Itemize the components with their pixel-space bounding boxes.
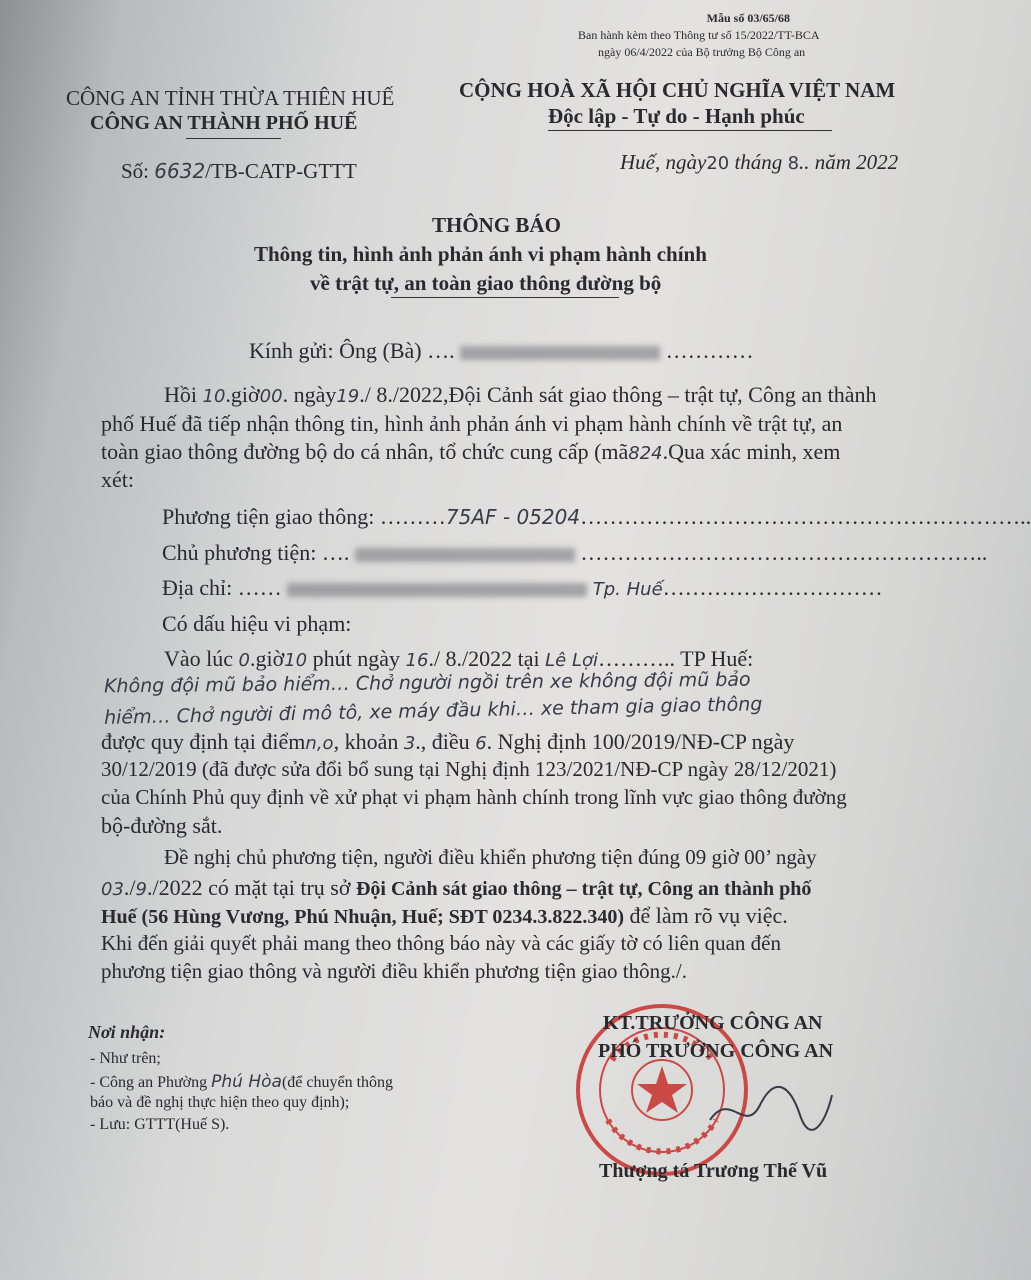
request-line-4: Khi đến giải quyết phải mang theo thông báo này và các giấy tờ có liên quan đến bbox=[101, 931, 781, 955]
violation-text: . Nghị định 100/2019/NĐ-CP ngày bbox=[486, 729, 795, 754]
intro-text: Hồi bbox=[164, 382, 197, 407]
violation-hour: 0 bbox=[238, 650, 250, 671]
date-prefix: Huế, ngày bbox=[620, 150, 707, 174]
violation-line-4: 30/12/2019 (đã được sửa đổi bổ sung tại Nghị định 123/2021/NĐ-CP ngày 28/12/2021) bbox=[101, 757, 837, 781]
recipient-name-redacted bbox=[460, 346, 660, 360]
owner-line bbox=[162, 540, 987, 566]
recipients-item-2b: báo và đề nghị thực hiện theo quy định); bbox=[90, 1094, 350, 1111]
intro-text: ./ 8./2022,Đội Cảnh sát giao thông – trật tự, Công an thành bbox=[359, 382, 877, 407]
recipient-dots: ………… bbox=[665, 338, 754, 363]
recipients-item-2 bbox=[90, 1072, 393, 1092]
violation-place: Lê Lợi bbox=[545, 650, 599, 671]
form-code bbox=[578, 10, 878, 61]
signature-title-1: KT.TRƯỞNG CÔNG AN bbox=[603, 1012, 823, 1034]
request-text: ./2022 có mặt tại trụ sở bbox=[146, 875, 351, 900]
request-day: 03 bbox=[101, 879, 124, 900]
form-code-circular: Ban hành kèm theo Thông tư số 15/2022/TT-BCA bbox=[578, 28, 820, 42]
violation-clause: 3 bbox=[403, 733, 416, 754]
violation-article: 6 bbox=[475, 733, 487, 754]
owner-label: Chủ phương tiện: …. bbox=[162, 540, 350, 565]
intro-text: .Qua xác minh, xem bbox=[662, 439, 841, 464]
title-sub1: Thông tin, hình ảnh phản ánh vi phạm hành chính bbox=[254, 242, 707, 266]
address-line bbox=[162, 575, 883, 601]
header-right-underline bbox=[548, 130, 832, 131]
violation-text: Vào lúc bbox=[164, 646, 234, 671]
violation-line-5: của Chính Phủ quy định về xử phạt vi phạm hành chính trong lĩnh vực giao thông đường bbox=[101, 785, 847, 809]
request-month: 9 bbox=[135, 879, 147, 900]
date-suffix: .. năm 2022 bbox=[799, 150, 899, 174]
violation-handwritten-1: Không đội mũ bảo hiểm… Chở người ngồi trên xe không đội mũ bảo bbox=[103, 668, 751, 698]
request-line-5: phương tiện giao thông và người điều khiển phương tiện giao thông./. bbox=[101, 959, 687, 983]
intro-text: toàn giao thông đường bộ do cá nhân, tổ chức cung cấp (mã bbox=[101, 439, 629, 464]
violation-minute: 10 bbox=[284, 650, 308, 671]
intro-line-2: phố Huế đã tiếp nhận thông tin, hình ảnh phản ánh vi phạm hành chính về trật tự, an bbox=[101, 411, 843, 436]
address-redacted bbox=[287, 583, 587, 597]
form-code-number: Mẫu số 03/65/68 bbox=[706, 11, 790, 25]
number-label: Số: bbox=[121, 159, 150, 183]
intro-text: . ngày bbox=[282, 382, 337, 407]
violation-text: ./ 8./2022 tại bbox=[428, 646, 540, 671]
owner-dots: ……………………………………………….. bbox=[580, 540, 988, 565]
recipient-line bbox=[249, 338, 754, 364]
address-handwritten: Tp. Huế bbox=[592, 579, 663, 600]
request-text: để làm rõ vụ việc. bbox=[629, 903, 788, 928]
violation-point: n,o bbox=[305, 733, 334, 754]
title-underline bbox=[391, 297, 619, 298]
vehicle-line bbox=[162, 504, 1031, 530]
violation-text: ……….. TP Huế: bbox=[598, 646, 754, 671]
document-date bbox=[620, 150, 898, 175]
intro-code: 824 bbox=[628, 443, 663, 464]
date-month: 8 bbox=[787, 153, 800, 174]
violation-day: 16 bbox=[405, 650, 429, 671]
violation-text: phút ngày bbox=[312, 646, 401, 671]
violation-handwritten-2: hiểm… Chở người đi mô tô, xe máy đầu khi… xe tham gia giao thông bbox=[103, 693, 763, 729]
vehicle-dots: …………………………………………………….. bbox=[580, 504, 1031, 529]
request-line-1: Đề nghị chủ phương tiện, người điều khiển phương tiện đúng 09 giờ 00’ ngày bbox=[164, 845, 817, 869]
violation-text: được quy định tại điểm bbox=[101, 729, 306, 754]
header-right-motto: Độc lập - Tự do - Hạnh phúc bbox=[548, 104, 805, 128]
form-code-date: ngày 06/4/2022 của Bộ trưởng Bộ Công an bbox=[598, 45, 806, 59]
request-line-2: 03./9./2022 có mặt tại trụ sở Đội Cảnh sát giao thông – trật tự, Công an thành phố bbox=[101, 875, 812, 900]
request-line-3 bbox=[101, 903, 788, 929]
address-label: Địa chỉ: …… bbox=[162, 575, 282, 600]
date-day: 20 bbox=[706, 153, 730, 174]
number-suffix: /TB-CATP-GTTT bbox=[205, 159, 357, 183]
handwritten-signature bbox=[700, 1080, 840, 1140]
recipients-text: - Công an Phường bbox=[90, 1074, 208, 1091]
violation-sign: Có dấu hiệu vi phạm: bbox=[162, 611, 352, 636]
violation-text: ., điều bbox=[415, 729, 470, 754]
title-main: THÔNG BÁO bbox=[432, 213, 561, 237]
title-sub2: về trật tự, an toàn giao thông đường bộ bbox=[310, 271, 662, 295]
signature-title-2: PHÓ TRƯỞNG CÔNG AN bbox=[598, 1040, 834, 1062]
header-right-country: CỘNG HOÀ XÃ HỘI CHỦ NGHĨA VIỆT NAM bbox=[459, 78, 896, 102]
request-address-bold: Huế (56 Hùng Vương, Phú Nhuận, Huế; SĐT 0234.3.822.340) bbox=[101, 906, 624, 928]
request-text-bold: Đội Cảnh sát giao thông – trật tự, Công an thành phố bbox=[355, 878, 812, 900]
number-handwritten: 6632 bbox=[154, 159, 206, 183]
recipients-item-1: - Như trên; bbox=[90, 1050, 161, 1067]
owner-name-redacted bbox=[355, 548, 575, 562]
header-left-unit: CÔNG AN THÀNH PHỐ HUẾ bbox=[90, 112, 358, 134]
recipients-ward-handwritten: Phú Hòa bbox=[211, 1072, 282, 1092]
document-number bbox=[121, 159, 357, 184]
recipients-title: Nơi nhận: bbox=[88, 1022, 166, 1042]
violation-line-6: bộ-đường sắt. bbox=[101, 813, 223, 838]
vehicle-label: Phương tiện giao thông: ……… bbox=[162, 504, 446, 529]
intro-text: .giờ bbox=[225, 382, 260, 407]
header-left-underline bbox=[186, 138, 281, 139]
intro-line-1 bbox=[164, 382, 877, 408]
recipient-label: Kính gửi: Ông (Bà) …. bbox=[249, 338, 455, 363]
header-left-agency: CÔNG AN TỈNH THỪA THIÊN HUẾ bbox=[66, 86, 395, 110]
recipients-text: (để chuyển thông bbox=[281, 1074, 394, 1091]
violation-line-1 bbox=[164, 646, 753, 672]
violation-text: .giờ bbox=[249, 646, 285, 671]
intro-day: 19 bbox=[336, 386, 360, 407]
recipients-item-3: - Lưu: GTTT(Huế S). bbox=[90, 1116, 230, 1133]
violation-line-3 bbox=[101, 729, 794, 755]
date-mid: tháng bbox=[734, 150, 783, 174]
violation-text: , khoản bbox=[333, 729, 399, 754]
intro-minute: 00 bbox=[259, 386, 283, 407]
intro-line-4: xét: bbox=[101, 467, 134, 492]
intro-line-3 bbox=[101, 439, 840, 465]
intro-hour: 10 bbox=[202, 386, 226, 407]
signer-name: Thượng tá Trương Thế Vũ bbox=[599, 1160, 828, 1182]
address-dots: ………………………… bbox=[662, 575, 883, 600]
vehicle-plate: 75AF - 05204 bbox=[445, 505, 581, 529]
